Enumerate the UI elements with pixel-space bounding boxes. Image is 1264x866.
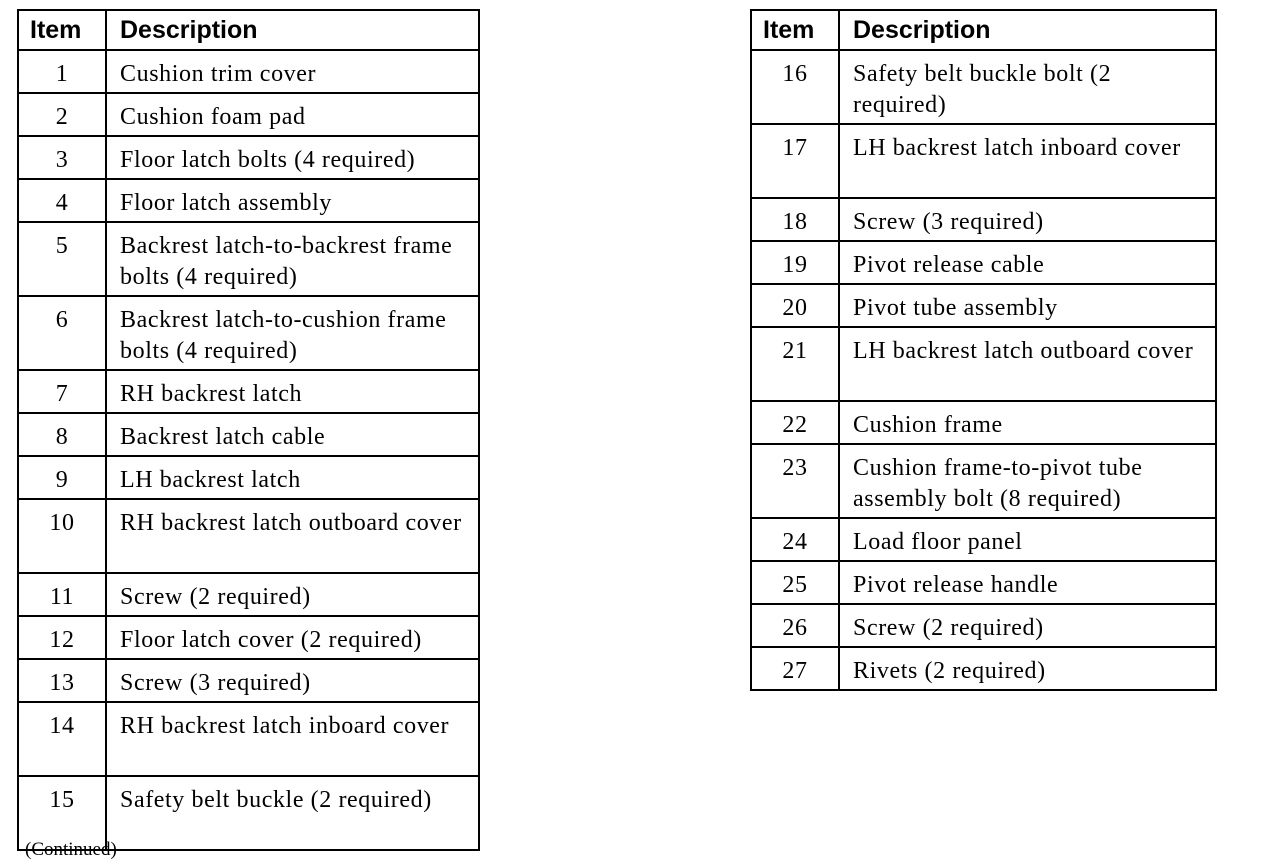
table-row: [18, 573, 479, 616]
item-description: Load floor panel: [839, 518, 1216, 561]
table-row: [18, 616, 479, 659]
item-description: Floor latch bolts (4 required): [106, 136, 479, 179]
item-description: RH backrest latch outboard cover: [106, 499, 479, 573]
item-number: 10: [18, 499, 106, 573]
item-number: 26: [751, 604, 839, 647]
item-description: Pivot tube assembly: [839, 284, 1216, 327]
table-row: [751, 401, 1216, 444]
item-number: 22: [751, 401, 839, 444]
table-row: [18, 50, 479, 93]
table-row: [751, 241, 1216, 284]
item-description: Cushion frame: [839, 401, 1216, 444]
header-row: [751, 10, 1216, 50]
item-number: 3: [18, 136, 106, 179]
item-description: Pivot release cable: [839, 241, 1216, 284]
item-number: 4: [18, 179, 106, 222]
item-description: Cushion trim cover: [106, 50, 479, 93]
item-description: Pivot release handle: [839, 561, 1216, 604]
item-description: RH backrest latch: [106, 370, 479, 413]
item-number: 25: [751, 561, 839, 604]
table-row: [18, 296, 479, 370]
parts-table-left: [17, 9, 480, 851]
table-row: [18, 136, 479, 179]
item-description: Cushion frame-to-pivot tube assembly bolt (8 required): [839, 444, 1216, 518]
table-row: [751, 647, 1216, 690]
table-row: [18, 499, 479, 573]
table-row: [18, 93, 479, 136]
item-description: Screw (3 required): [106, 659, 479, 702]
item-number: 21: [751, 327, 839, 401]
table-row: [751, 198, 1216, 241]
item-description: Rivets (2 required): [839, 647, 1216, 690]
item-number: 1: [18, 50, 106, 93]
item-number: 5: [18, 222, 106, 296]
item-number: 8: [18, 413, 106, 456]
table-row: [18, 702, 479, 776]
item-description: RH backrest latch inboard cover: [106, 702, 479, 776]
table-row: [18, 456, 479, 499]
item-description: LH backrest latch inboard cover: [839, 124, 1216, 198]
item-column-header: Item: [751, 10, 839, 50]
item-number: 27: [751, 647, 839, 690]
item-description: Floor latch cover (2 required): [106, 616, 479, 659]
item-description: LH backrest latch: [106, 456, 479, 499]
item-description: Safety belt buckle (2 required): [106, 776, 479, 850]
item-description: Screw (3 required): [839, 198, 1216, 241]
item-description: Cushion foam pad: [106, 93, 479, 136]
table-row: [18, 413, 479, 456]
table-row: [751, 561, 1216, 604]
item-number: 9: [18, 456, 106, 499]
item-description: Backrest latch-to-cushion frame bolts (4 required): [106, 296, 479, 370]
parts-table-right: [750, 9, 1217, 691]
item-number: 2: [18, 93, 106, 136]
item-number: 24: [751, 518, 839, 561]
item-number: 12: [18, 616, 106, 659]
item-description: Backrest latch-to-backrest frame bolts (4 required): [106, 222, 479, 296]
item-description: Safety belt buckle bolt (2 required): [839, 50, 1216, 124]
item-number: 7: [18, 370, 106, 413]
table-row: [751, 327, 1216, 401]
table-row: [751, 604, 1216, 647]
item-number: 16: [751, 50, 839, 124]
table-row: [751, 50, 1216, 124]
item-description: Floor latch assembly: [106, 179, 479, 222]
table-row: [751, 444, 1216, 518]
item-number: 14: [18, 702, 106, 776]
table-row: [751, 124, 1216, 198]
description-column-header: Description: [106, 10, 479, 50]
item-description: Screw (2 required): [839, 604, 1216, 647]
item-number: 13: [18, 659, 106, 702]
table-row: [18, 370, 479, 413]
header-row: [18, 10, 479, 50]
item-number: 18: [751, 198, 839, 241]
item-number: 20: [751, 284, 839, 327]
table-row: [751, 284, 1216, 327]
item-number: 15: [18, 776, 106, 850]
item-number: 19: [751, 241, 839, 284]
item-number: 6: [18, 296, 106, 370]
description-column-header: Description: [839, 10, 1216, 50]
item-column-header: Item: [18, 10, 106, 50]
item-number: 17: [751, 124, 839, 198]
item-description: Backrest latch cable: [106, 413, 479, 456]
item-description: Screw (2 required): [106, 573, 479, 616]
table-row: [18, 222, 479, 296]
table-row: [18, 659, 479, 702]
table-row: [18, 179, 479, 222]
item-number: 23: [751, 444, 839, 518]
continued-note: (Continued): [25, 839, 117, 860]
table-row: [751, 518, 1216, 561]
item-description: LH backrest latch outboard cover: [839, 327, 1216, 401]
item-number: 11: [18, 573, 106, 616]
